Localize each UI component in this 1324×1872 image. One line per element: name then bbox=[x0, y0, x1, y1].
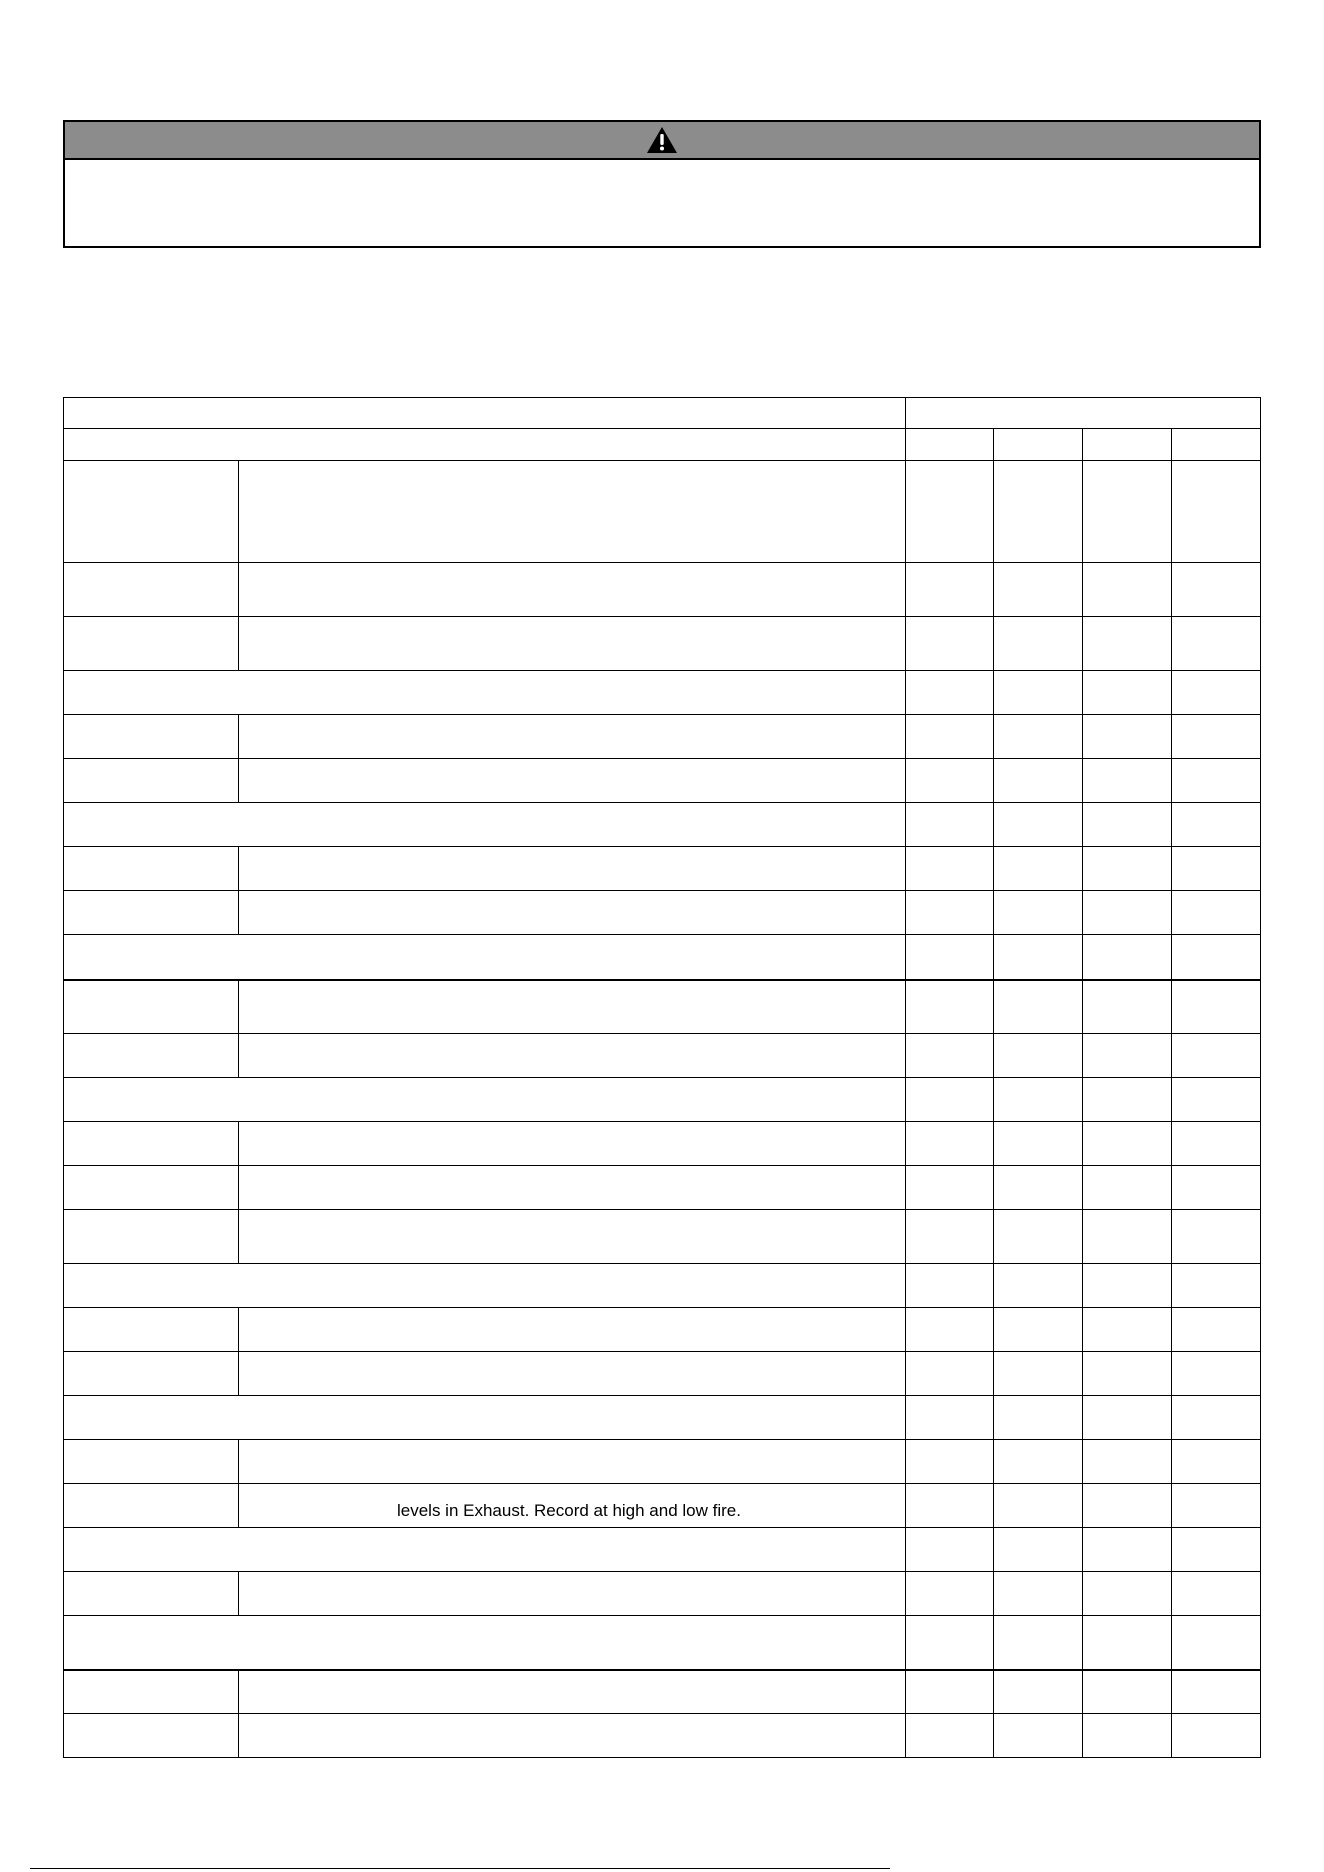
table-row bbox=[64, 1528, 1261, 1572]
check-cell bbox=[1083, 1264, 1172, 1308]
check-cell bbox=[1172, 1078, 1261, 1122]
check-cell bbox=[1083, 461, 1172, 563]
check-cell bbox=[1083, 1210, 1172, 1264]
check-cell bbox=[1083, 847, 1172, 891]
item-description-cell bbox=[239, 1714, 906, 1758]
check-cell bbox=[994, 1396, 1083, 1440]
check-cell bbox=[1172, 1210, 1261, 1264]
table-row bbox=[64, 617, 1261, 671]
check-cell bbox=[1172, 1352, 1261, 1396]
table-row bbox=[64, 1484, 1261, 1528]
check-cell bbox=[1172, 1572, 1261, 1616]
warning-box bbox=[63, 120, 1261, 248]
check-cell bbox=[906, 617, 994, 671]
table-row bbox=[64, 1166, 1261, 1210]
table-row bbox=[64, 563, 1261, 617]
check-cell bbox=[994, 1078, 1083, 1122]
check-cell bbox=[906, 1440, 994, 1484]
item-description-cell bbox=[239, 1484, 906, 1528]
check-cell bbox=[1172, 617, 1261, 671]
check-cell bbox=[1083, 1166, 1172, 1210]
item-description-text: levels in Exhaust. Record at high and low fire. bbox=[397, 1501, 741, 1520]
table-row bbox=[64, 847, 1261, 891]
check-cell bbox=[994, 1528, 1083, 1572]
check-cell bbox=[906, 1670, 994, 1714]
check-cell bbox=[906, 1396, 994, 1440]
check-cell bbox=[994, 759, 1083, 803]
check-cell bbox=[1083, 1484, 1172, 1528]
item-label-cell bbox=[64, 1210, 239, 1264]
check-cell bbox=[1083, 1616, 1172, 1670]
check-cell bbox=[994, 803, 1083, 847]
check-cell bbox=[1083, 1308, 1172, 1352]
header-check-group-cell bbox=[906, 398, 1261, 429]
check-cell bbox=[994, 1308, 1083, 1352]
item-label-cell bbox=[64, 980, 239, 1034]
item-label-cell bbox=[64, 1122, 239, 1166]
check-cell bbox=[906, 671, 994, 715]
check-cell bbox=[994, 1484, 1083, 1528]
table-row bbox=[64, 759, 1261, 803]
check-cell bbox=[1172, 1396, 1261, 1440]
item-label-cell bbox=[64, 461, 239, 563]
check-cell bbox=[1083, 1034, 1172, 1078]
check-cell bbox=[994, 429, 1083, 461]
section-title-cell bbox=[64, 1396, 906, 1440]
item-label-cell bbox=[64, 1714, 239, 1758]
check-cell bbox=[994, 1670, 1083, 1714]
check-cell bbox=[1172, 1308, 1261, 1352]
item-label-cell bbox=[64, 1034, 239, 1078]
check-cell bbox=[906, 1616, 994, 1670]
check-cell bbox=[906, 1572, 994, 1616]
check-cell bbox=[994, 461, 1083, 563]
check-cell bbox=[994, 671, 1083, 715]
item-description-cell bbox=[239, 847, 906, 891]
check-cell bbox=[1172, 715, 1261, 759]
check-cell bbox=[1172, 759, 1261, 803]
item-description-cell bbox=[239, 1440, 906, 1484]
item-description-cell bbox=[239, 1572, 906, 1616]
table-row bbox=[64, 1352, 1261, 1396]
table-row bbox=[64, 1670, 1261, 1714]
table-row bbox=[64, 1034, 1261, 1078]
check-cell bbox=[1083, 671, 1172, 715]
check-cell bbox=[906, 1714, 994, 1758]
item-label-cell bbox=[64, 847, 239, 891]
check-cell bbox=[906, 563, 994, 617]
warning-triangle-icon bbox=[646, 126, 678, 154]
section-title-cell bbox=[64, 1078, 906, 1122]
check-cell bbox=[1083, 1528, 1172, 1572]
item-description-cell bbox=[239, 461, 906, 563]
check-cell bbox=[994, 1572, 1083, 1616]
check-cell bbox=[1172, 563, 1261, 617]
check-cell bbox=[906, 429, 994, 461]
check-cell bbox=[906, 847, 994, 891]
table-row bbox=[64, 1572, 1261, 1616]
check-cell bbox=[994, 980, 1083, 1034]
table-row bbox=[64, 1714, 1261, 1758]
item-description-cell bbox=[239, 980, 906, 1034]
check-cell bbox=[1172, 1528, 1261, 1572]
check-cell bbox=[1083, 429, 1172, 461]
check-cell bbox=[906, 715, 994, 759]
check-cell bbox=[1172, 935, 1261, 980]
item-description-cell bbox=[239, 1352, 906, 1396]
table-row bbox=[64, 1440, 1261, 1484]
table-row bbox=[64, 1210, 1261, 1264]
item-label-cell bbox=[64, 715, 239, 759]
item-description-cell bbox=[239, 891, 906, 935]
table-header-row bbox=[64, 398, 1261, 429]
table-row bbox=[64, 980, 1261, 1034]
check-cell bbox=[994, 563, 1083, 617]
check-cell bbox=[1172, 1264, 1261, 1308]
item-description-cell bbox=[239, 563, 906, 617]
check-cell bbox=[1172, 1616, 1261, 1670]
check-cell bbox=[1172, 429, 1261, 461]
check-cell bbox=[1083, 1078, 1172, 1122]
table-row bbox=[64, 1616, 1261, 1670]
table-row bbox=[64, 1396, 1261, 1440]
check-cell bbox=[1172, 1670, 1261, 1714]
check-cell bbox=[906, 1528, 994, 1572]
check-cell bbox=[994, 715, 1083, 759]
check-cell bbox=[1172, 461, 1261, 563]
check-cell bbox=[1172, 1034, 1261, 1078]
check-cell bbox=[906, 1166, 994, 1210]
section-title-cell bbox=[64, 1528, 906, 1572]
section-title-cell bbox=[64, 935, 906, 980]
section-title-cell bbox=[64, 1264, 906, 1308]
check-cell bbox=[1083, 803, 1172, 847]
table-row bbox=[64, 1122, 1261, 1166]
check-cell bbox=[906, 1210, 994, 1264]
check-cell bbox=[994, 935, 1083, 980]
check-cell bbox=[906, 980, 994, 1034]
check-cell bbox=[994, 1166, 1083, 1210]
check-cell bbox=[1083, 935, 1172, 980]
item-description-cell bbox=[239, 1210, 906, 1264]
check-cell bbox=[1083, 891, 1172, 935]
table-row bbox=[64, 1264, 1261, 1308]
check-cell bbox=[994, 1616, 1083, 1670]
item-label-cell bbox=[64, 1572, 239, 1616]
check-cell bbox=[1083, 617, 1172, 671]
check-cell bbox=[1172, 671, 1261, 715]
item-label-cell bbox=[64, 563, 239, 617]
check-cell bbox=[994, 1034, 1083, 1078]
item-description-cell bbox=[239, 617, 906, 671]
table-row bbox=[64, 671, 1261, 715]
check-cell bbox=[994, 1264, 1083, 1308]
check-cell bbox=[906, 803, 994, 847]
item-description-cell bbox=[239, 715, 906, 759]
section-title-cell bbox=[64, 803, 906, 847]
table-row bbox=[64, 935, 1261, 980]
footer-rule bbox=[30, 1868, 890, 1869]
section-title-cell bbox=[64, 671, 906, 715]
table-row bbox=[64, 803, 1261, 847]
item-description-cell bbox=[239, 1166, 906, 1210]
check-cell bbox=[906, 1078, 994, 1122]
item-description-cell bbox=[239, 1122, 906, 1166]
warning-body bbox=[65, 160, 1259, 248]
check-cell bbox=[906, 1484, 994, 1528]
table-row bbox=[64, 461, 1261, 563]
table-row bbox=[64, 429, 1261, 461]
check-cell bbox=[994, 1714, 1083, 1758]
check-cell bbox=[1172, 803, 1261, 847]
check-cell bbox=[1083, 563, 1172, 617]
check-cell bbox=[1172, 1166, 1261, 1210]
check-cell bbox=[1083, 1440, 1172, 1484]
check-cell bbox=[906, 1308, 994, 1352]
check-cell bbox=[906, 891, 994, 935]
check-cell bbox=[1083, 759, 1172, 803]
item-description-cell bbox=[239, 1670, 906, 1714]
check-cell bbox=[1083, 980, 1172, 1034]
item-description-cell bbox=[239, 759, 906, 803]
check-cell bbox=[1083, 1714, 1172, 1758]
check-cell bbox=[1172, 1484, 1261, 1528]
check-cell bbox=[1172, 1714, 1261, 1758]
check-cell bbox=[906, 1122, 994, 1166]
check-cell bbox=[906, 935, 994, 980]
warning-header bbox=[65, 122, 1259, 160]
check-cell bbox=[1083, 1352, 1172, 1396]
check-cell bbox=[994, 1210, 1083, 1264]
check-cell bbox=[906, 1034, 994, 1078]
item-label-cell bbox=[64, 759, 239, 803]
check-cell bbox=[1083, 1396, 1172, 1440]
item-description-cell bbox=[239, 1308, 906, 1352]
check-cell bbox=[1172, 891, 1261, 935]
check-cell bbox=[906, 1264, 994, 1308]
check-cell bbox=[1172, 1440, 1261, 1484]
header-title-cell bbox=[64, 398, 906, 429]
table-row bbox=[64, 715, 1261, 759]
check-cell bbox=[994, 617, 1083, 671]
check-cell bbox=[994, 1122, 1083, 1166]
inspection-checklist-table bbox=[63, 397, 1261, 1758]
check-cell bbox=[1083, 1572, 1172, 1616]
check-cell bbox=[906, 1352, 994, 1396]
item-label-cell bbox=[64, 891, 239, 935]
check-cell bbox=[906, 759, 994, 803]
check-cell bbox=[1172, 847, 1261, 891]
check-cell bbox=[906, 461, 994, 563]
section-title-cell bbox=[64, 429, 906, 461]
check-cell bbox=[994, 847, 1083, 891]
item-description-cell bbox=[239, 1034, 906, 1078]
table-row bbox=[64, 1078, 1261, 1122]
check-cell bbox=[1083, 1122, 1172, 1166]
item-label-cell bbox=[64, 1352, 239, 1396]
check-cell bbox=[994, 1440, 1083, 1484]
section-title-cell bbox=[64, 1616, 906, 1670]
check-cell bbox=[994, 891, 1083, 935]
item-label-cell bbox=[64, 1166, 239, 1210]
check-cell bbox=[1083, 715, 1172, 759]
check-cell bbox=[1172, 980, 1261, 1034]
item-label-cell bbox=[64, 1484, 239, 1528]
item-label-cell bbox=[64, 1440, 239, 1484]
item-label-cell bbox=[64, 1308, 239, 1352]
check-cell bbox=[1172, 1122, 1261, 1166]
table-row bbox=[64, 891, 1261, 935]
check-cell bbox=[1083, 1670, 1172, 1714]
item-label-cell bbox=[64, 617, 239, 671]
item-label-cell bbox=[64, 1670, 239, 1714]
check-cell bbox=[994, 1352, 1083, 1396]
table-row bbox=[64, 1308, 1261, 1352]
